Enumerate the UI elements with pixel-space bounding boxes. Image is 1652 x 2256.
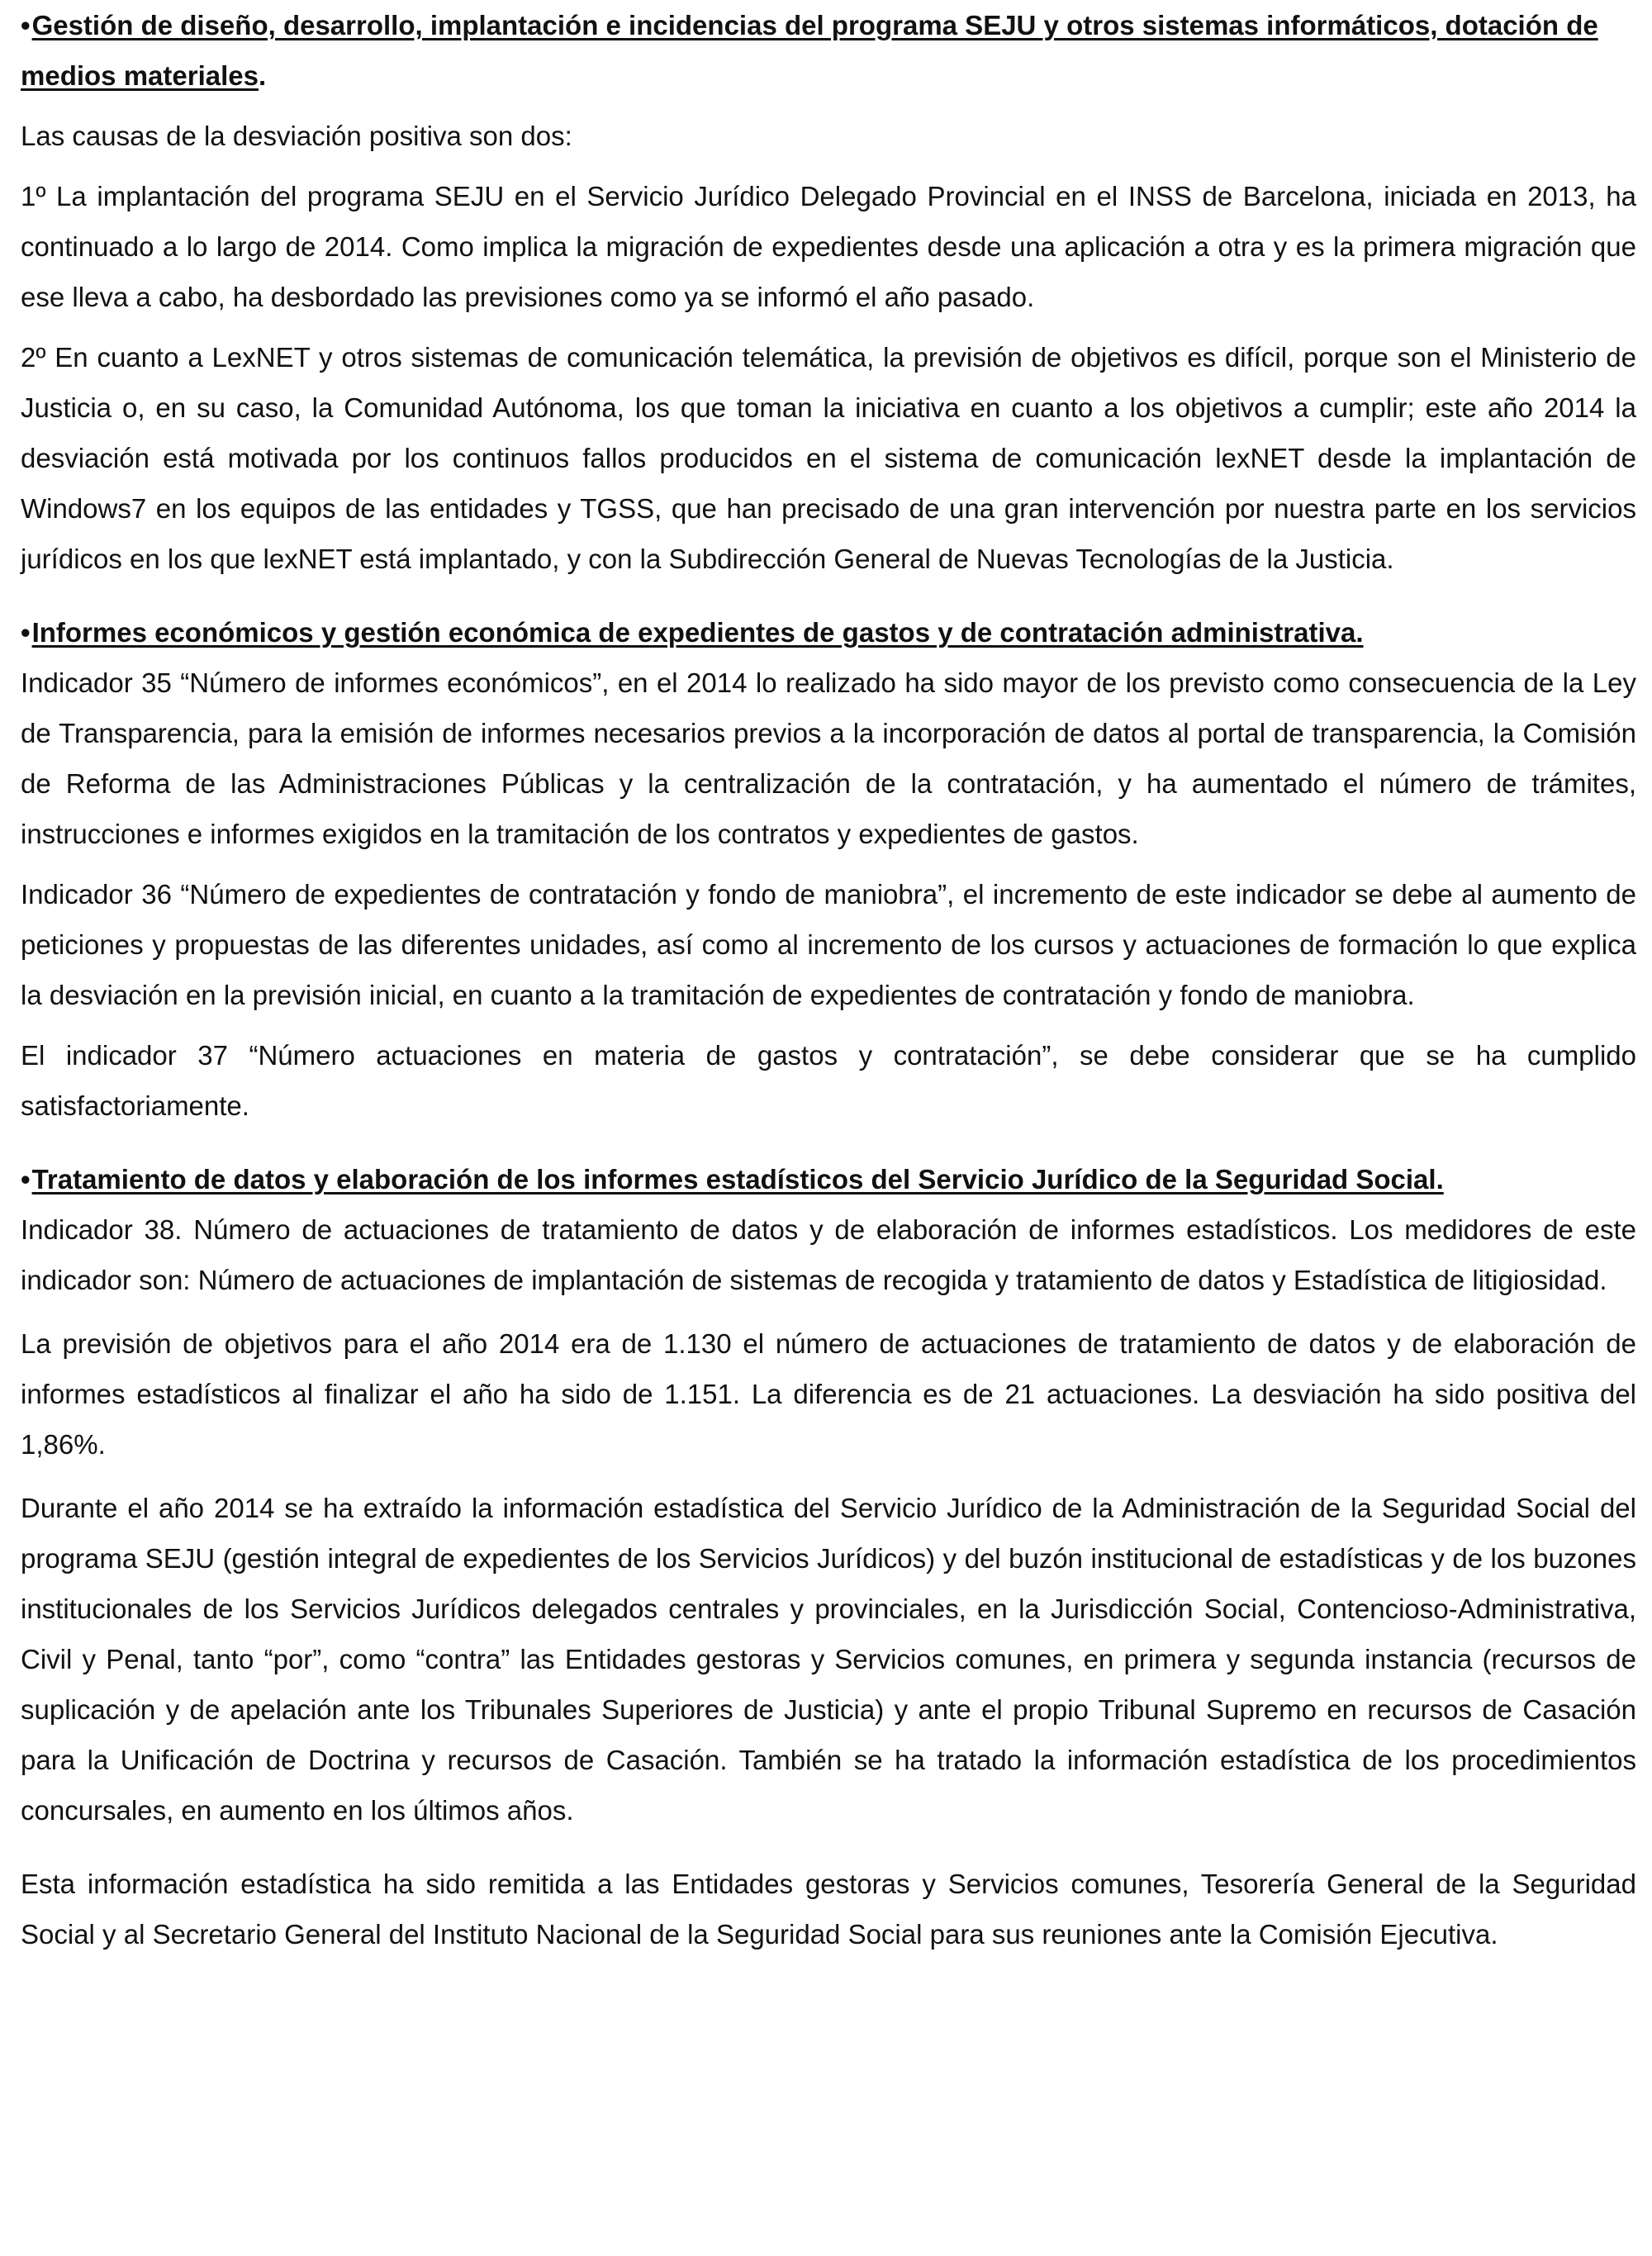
section-heading-text: Tratamiento de datos y elaboración de los informes estadísticos del Servicio Jurídico de la Seguridad Social. xyxy=(31,1164,1444,1194)
section-heading-seju xyxy=(21,0,1636,101)
paragraph: Indicador 38. Número de actuaciones de tratamiento de datos y de elaboración de informes estadísticos. Los medidores de este indicador son: Número de actuaciones de implantación de sistemas de recogida y tratamiento de datos y Estadística de litigiosidad. xyxy=(21,1214,1636,1295)
section-heading-informes-economicos xyxy=(21,607,1636,658)
paragraph: Esta información estadística ha sido remitida a las Entidades gestoras y Servicios comunes, Tesorería General de la Seguridad Social y al Secretario General del Instituto Nacional de la Seguridad Social para sus reuniones ante la Comisión Ejecutiva. xyxy=(21,1869,1636,1950)
paragraph: Durante el año 2014 se ha extraído la información estadística del Servicio Jurídico de la Administración de la Seguridad Social del programa SEJU (gestión integral de expedientes de los Servicios Jurídicos) y del buzón institucional de estadísticas y de los buzones institucionales de los Servicios Jurídicos delegados centrales y provinciales, en la Jurisdicción Social, Contencioso-Administrativa, Civil y Penal, tanto “por”, como “contra” las Entidades gestoras y Servicios comunes, en primera y segunda instancia (recursos de suplicación y de apelación ante los Tribunales Superiores de Justicia) y ante el propio Tribunal Supremo en recursos de Casación para la Unificación de Doctrina y recursos de Casación. También se ha tratado la información estadística de los procedimientos concursales, en aumento en los últimos años. xyxy=(21,1493,1636,1826)
bullet-icon: • xyxy=(21,10,31,40)
bullet-icon: • xyxy=(21,1164,31,1194)
section-heading-suffix: . xyxy=(258,60,267,91)
paragraph: 1º La implantación del programa SEJU en el Servicio Jurídico Delegado Provincial en el INSS de Barcelona, iniciada en 2013, ha continuado a lo largo de 2014. Como implica la migración de expedientes desde una aplicación a otra y es la primera migración que ese lleva a cabo, ha desbordado las previsiones como ya se informó el año pasado. xyxy=(21,181,1636,312)
section-heading-tratamiento-datos xyxy=(21,1154,1636,1204)
section-heading-text: Gestión de diseño, desarrollo, implantación e incidencias del programa SEJU y otros sistemas informáticos, dotación de medios materiales xyxy=(21,10,1598,91)
paragraph: 2º En cuanto a LexNET y otros sistemas de comunicación telemática, la previsión de objetivos es difícil, porque son el Ministerio de Justicia o, en su caso, la Comunidad Autónoma, los que toman la iniciativa en cuanto a los objetivos a cumplir; este año 2014 la desviación está motivada por los continuos fallos producidos en el sistema de comunicación lexNET desde la implantación de Windows7 en los equipos de las entidades y TGSS, que han precisado de una gran intervención por nuestra parte en los servicios jurídicos en los que lexNET está implantado, y con la Subdirección General de Nuevas Tecnologías de la Justicia. xyxy=(21,342,1636,574)
paragraph: Indicador 35 “Número de informes económicos”, en el 2014 lo realizado ha sido mayor de los previsto como consecuencia de la Ley de Transparencia, para la emisión de informes necesarios previos a la incorporación de datos al portal de transparencia, la Comisión de Reforma de las Administraciones Públicas y la centralización de la contratación, y ha aumentado el número de trámites, instrucciones e informes exigidos en la tramitación de los contratos y expedientes de gastos. xyxy=(21,667,1636,849)
bullet-icon: • xyxy=(21,617,31,648)
section-heading-text: Informes económicos y gestión económica de expedientes de gastos y de contratación administrativa. xyxy=(31,617,1364,648)
paragraph: Indicador 36 “Número de expedientes de contratación y fondo de maniobra”, el incremento de este indicador se debe al aumento de peticiones y propuestas de las diferentes unidades, así como al incremento de los cursos y actuaciones de formación lo que explica la desviación en la previsión inicial, en cuanto a la tramitación de expedientes de contratación y fondo de maniobra. xyxy=(21,879,1636,1010)
paragraph: Las causas de la desviación positiva son dos: xyxy=(21,121,572,151)
paragraph: La previsión de objetivos para el año 2014 era de 1.130 el número de actuaciones de tratamiento de datos y de elaboración de informes estadísticos al finalizar el año ha sido de 1.151. La diferencia es de 21 actuaciones. La desviación ha sido positiva del 1,86%. xyxy=(21,1328,1636,1460)
document-page xyxy=(21,0,1636,1959)
paragraph: El indicador 37 “Número actuaciones en materia de gastos y contratación”, se debe considerar que se ha cumplido satisfactoriamente. xyxy=(21,1040,1636,1121)
